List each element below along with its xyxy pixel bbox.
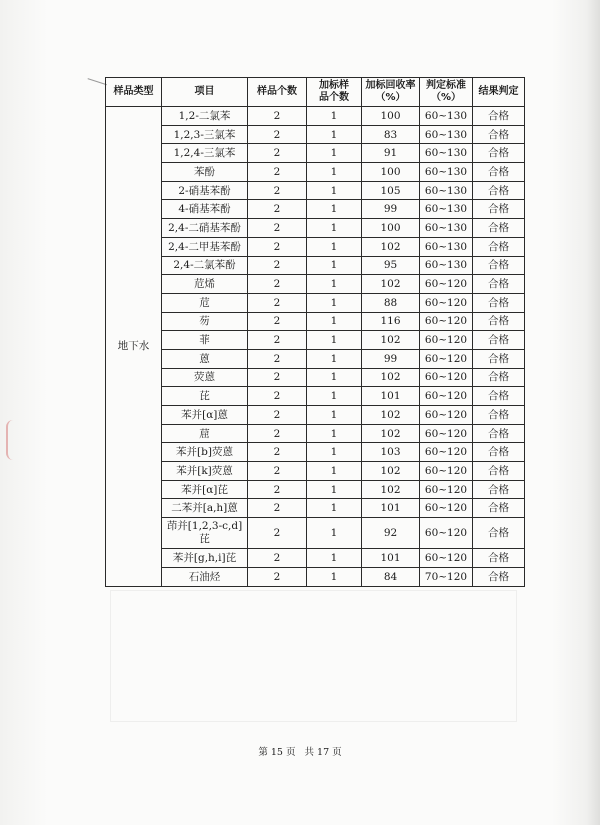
header-spiked-count [307, 78, 362, 107]
cell-sample-count: 2 [248, 549, 307, 568]
cell-result: 合格 [473, 125, 525, 144]
cell-recovery: 91 [362, 144, 420, 163]
cell-recovery: 116 [362, 312, 420, 331]
cell-spiked-count: 1 [307, 200, 362, 219]
cell-recovery: 101 [362, 499, 420, 518]
table-row [106, 443, 525, 462]
header-criteria [420, 78, 473, 107]
cell-result: 合格 [473, 387, 525, 406]
table-row [106, 549, 525, 568]
cell-spiked-count: 1 [307, 331, 362, 350]
cell-sample-count: 2 [248, 125, 307, 144]
cell-criteria: 60~130 [420, 256, 473, 275]
table-row [106, 499, 525, 518]
cell-criteria: 60~130 [420, 125, 473, 144]
header-sample-type: 样品类型 [106, 78, 162, 107]
cell-criteria: 60~120 [420, 275, 473, 294]
cell-criteria: 60~120 [420, 443, 473, 462]
cell-item: 蒽 [162, 349, 248, 368]
cell-criteria: 60~130 [420, 107, 473, 126]
cell-spiked-count: 1 [307, 549, 362, 568]
cell-recovery: 95 [362, 256, 420, 275]
bleed-through-shadow [110, 590, 517, 722]
cell-spiked-count: 1 [307, 125, 362, 144]
cell-criteria: 60~130 [420, 163, 473, 182]
cell-sample-count: 2 [248, 275, 307, 294]
cell-result: 合格 [473, 462, 525, 481]
cell-item: 䓛 [162, 424, 248, 443]
cell-sample-count: 2 [248, 163, 307, 182]
cell-item: 苊烯 [162, 275, 248, 294]
cell-criteria: 60~130 [420, 181, 473, 200]
cell-spiked-count: 1 [307, 462, 362, 481]
table-row [106, 349, 525, 368]
cell-sample-count: 2 [248, 406, 307, 425]
cell-spiked-count: 1 [307, 368, 362, 387]
cell-item: 二苯并[a,h]蒽 [162, 499, 248, 518]
cell-item: 苊 [162, 293, 248, 312]
cell-result: 合格 [473, 331, 525, 350]
cell-spiked-count: 1 [307, 499, 362, 518]
header-sample-count: 样品个数 [248, 78, 307, 107]
cell-spiked-count: 1 [307, 406, 362, 425]
table-row [106, 181, 525, 200]
page-edge-shadow [586, 0, 600, 825]
header-result: 结果判定 [473, 78, 525, 107]
cell-item: 芴 [162, 312, 248, 331]
cell-recovery: 103 [362, 443, 420, 462]
table-header-row [106, 78, 525, 107]
cell-spiked-count: 1 [307, 424, 362, 443]
cell-sample-type: 地下水 [106, 107, 162, 587]
recovery-results-table [105, 77, 525, 587]
cell-result: 合格 [473, 163, 525, 182]
cell-result: 合格 [473, 107, 525, 126]
cell-result: 合格 [473, 424, 525, 443]
cell-criteria: 60~130 [420, 144, 473, 163]
cell-sample-count: 2 [248, 312, 307, 331]
cell-result: 合格 [473, 219, 525, 238]
table-row [106, 368, 525, 387]
cell-criteria: 60~120 [420, 424, 473, 443]
cell-recovery: 102 [362, 406, 420, 425]
cell-recovery: 83 [362, 125, 420, 144]
cell-recovery: 99 [362, 200, 420, 219]
cell-item: 芘 [162, 387, 248, 406]
cell-item: 苯并[k]荧蒽 [162, 462, 248, 481]
cell-item: 荧蒽 [162, 368, 248, 387]
cell-criteria: 60~120 [420, 368, 473, 387]
cell-criteria: 60~120 [420, 406, 473, 425]
cell-item: 苯酚 [162, 163, 248, 182]
cell-sample-count: 2 [248, 349, 307, 368]
cell-result: 合格 [473, 368, 525, 387]
cell-item: 茚并[1,2,3-c,d]芘 [162, 518, 248, 549]
table-body [106, 107, 525, 587]
cell-recovery: 102 [362, 480, 420, 499]
cell-spiked-count: 1 [307, 256, 362, 275]
cell-spiked-count: 1 [307, 275, 362, 294]
cell-spiked-count: 1 [307, 567, 362, 586]
header-criteria-line1: 判定标准 [426, 80, 466, 91]
table-row [106, 406, 525, 425]
table-row [106, 275, 525, 294]
table-row [106, 163, 525, 182]
header-item: 项目 [162, 78, 248, 107]
table-row [106, 331, 525, 350]
cell-criteria: 60~120 [420, 387, 473, 406]
cell-spiked-count: 1 [307, 293, 362, 312]
cell-recovery: 101 [362, 549, 420, 568]
cell-criteria: 60~120 [420, 349, 473, 368]
table-row [106, 312, 525, 331]
header-spiked-count-line1: 加标样 [319, 80, 349, 91]
cell-criteria: 60~120 [420, 499, 473, 518]
cell-result: 合格 [473, 349, 525, 368]
cell-result: 合格 [473, 200, 525, 219]
cell-recovery: 102 [362, 275, 420, 294]
cell-result: 合格 [473, 237, 525, 256]
cell-item: 2,4-二甲基苯酚 [162, 237, 248, 256]
table-row [106, 567, 525, 586]
cell-recovery: 84 [362, 567, 420, 586]
cell-criteria: 60~120 [420, 480, 473, 499]
cell-sample-count: 2 [248, 387, 307, 406]
cell-criteria: 60~130 [420, 200, 473, 219]
cell-recovery: 92 [362, 518, 420, 549]
cell-recovery: 100 [362, 163, 420, 182]
cell-criteria: 70~120 [420, 567, 473, 586]
cell-result: 合格 [473, 312, 525, 331]
cell-result: 合格 [473, 406, 525, 425]
cell-sample-count: 2 [248, 480, 307, 499]
table-row [106, 125, 525, 144]
cell-criteria: 60~120 [420, 518, 473, 549]
cell-result: 合格 [473, 256, 525, 275]
cell-item: 苯并[α]芘 [162, 480, 248, 499]
table-row [106, 293, 525, 312]
cell-item: 菲 [162, 331, 248, 350]
cell-recovery: 105 [362, 181, 420, 200]
cell-spiked-count: 1 [307, 480, 362, 499]
header-recovery-line2: （%） [375, 92, 406, 103]
table-row [106, 462, 525, 481]
cell-result: 合格 [473, 181, 525, 200]
cell-item: 1,2-二氯苯 [162, 107, 248, 126]
cell-sample-count: 2 [248, 424, 307, 443]
table-row [106, 518, 525, 549]
cell-criteria: 60~120 [420, 293, 473, 312]
cell-result: 合格 [473, 567, 525, 586]
cell-recovery: 102 [362, 331, 420, 350]
cell-result: 合格 [473, 480, 525, 499]
page-total: 共 17 页 [304, 747, 342, 758]
cell-sample-count: 2 [248, 368, 307, 387]
pencil-mark [85, 78, 107, 93]
table-row [106, 144, 525, 163]
cell-sample-count: 2 [248, 293, 307, 312]
cell-recovery: 88 [362, 293, 420, 312]
cell-spiked-count: 1 [307, 518, 362, 549]
table-row [106, 480, 525, 499]
table-row [106, 237, 525, 256]
cell-sample-count: 2 [248, 567, 307, 586]
cell-spiked-count: 1 [307, 163, 362, 182]
cell-recovery: 100 [362, 107, 420, 126]
cell-item: 2,4-二氯苯酚 [162, 256, 248, 275]
table-row [106, 107, 525, 126]
cell-recovery: 102 [362, 237, 420, 256]
header-spiked-count-line2: 品个数 [319, 92, 349, 103]
cell-sample-count: 2 [248, 331, 307, 350]
cell-criteria: 60~120 [420, 331, 473, 350]
red-stamp-mark [6, 420, 20, 460]
cell-criteria: 60~130 [420, 219, 473, 238]
cell-item: 2-硝基苯酚 [162, 181, 248, 200]
cell-sample-count: 2 [248, 518, 307, 549]
cell-spiked-count: 1 [307, 107, 362, 126]
cell-result: 合格 [473, 549, 525, 568]
cell-item: 苯并[α]蒽 [162, 406, 248, 425]
cell-sample-count: 2 [248, 200, 307, 219]
cell-result: 合格 [473, 443, 525, 462]
cell-sample-count: 2 [248, 107, 307, 126]
cell-criteria: 60~120 [420, 462, 473, 481]
cell-item: 1,2,3-三氯苯 [162, 125, 248, 144]
cell-sample-count: 2 [248, 256, 307, 275]
cell-item: 1,2,4-三氯苯 [162, 144, 248, 163]
cell-item: 2,4-二硝基苯酚 [162, 219, 248, 238]
cell-spiked-count: 1 [307, 144, 362, 163]
cell-criteria: 60~130 [420, 237, 473, 256]
cell-sample-count: 2 [248, 462, 307, 481]
cell-spiked-count: 1 [307, 181, 362, 200]
cell-recovery: 100 [362, 219, 420, 238]
cell-recovery: 102 [362, 368, 420, 387]
cell-recovery: 102 [362, 462, 420, 481]
cell-result: 合格 [473, 293, 525, 312]
header-recovery-line1: 加标回收率 [365, 80, 416, 91]
header-recovery [362, 78, 420, 107]
table-row [106, 387, 525, 406]
cell-result: 合格 [473, 518, 525, 549]
cell-spiked-count: 1 [307, 443, 362, 462]
cell-sample-count: 2 [248, 144, 307, 163]
cell-spiked-count: 1 [307, 387, 362, 406]
cell-item: 石油烃 [162, 567, 248, 586]
cell-item: 苯并[b]荧蒽 [162, 443, 248, 462]
table-row [106, 424, 525, 443]
page-footer [0, 744, 600, 758]
cell-result: 合格 [473, 499, 525, 518]
cell-sample-count: 2 [248, 499, 307, 518]
cell-item: 苯并[g,h,i]芘 [162, 549, 248, 568]
cell-sample-count: 2 [248, 237, 307, 256]
cell-sample-count: 2 [248, 181, 307, 200]
table-row [106, 200, 525, 219]
cell-result: 合格 [473, 275, 525, 294]
header-criteria-line2: （%） [430, 92, 462, 103]
table-row [106, 219, 525, 238]
cell-spiked-count: 1 [307, 312, 362, 331]
cell-recovery: 101 [362, 387, 420, 406]
cell-sample-count: 2 [248, 443, 307, 462]
cell-criteria: 60~120 [420, 549, 473, 568]
cell-sample-count: 2 [248, 219, 307, 238]
cell-result: 合格 [473, 144, 525, 163]
cell-recovery: 102 [362, 424, 420, 443]
cell-item: 4-硝基苯酚 [162, 200, 248, 219]
table-row [106, 256, 525, 275]
cell-spiked-count: 1 [307, 219, 362, 238]
cell-spiked-count: 1 [307, 237, 362, 256]
cell-spiked-count: 1 [307, 349, 362, 368]
cell-criteria: 60~120 [420, 312, 473, 331]
cell-recovery: 99 [362, 349, 420, 368]
page-number: 第 15 页 [258, 747, 296, 758]
